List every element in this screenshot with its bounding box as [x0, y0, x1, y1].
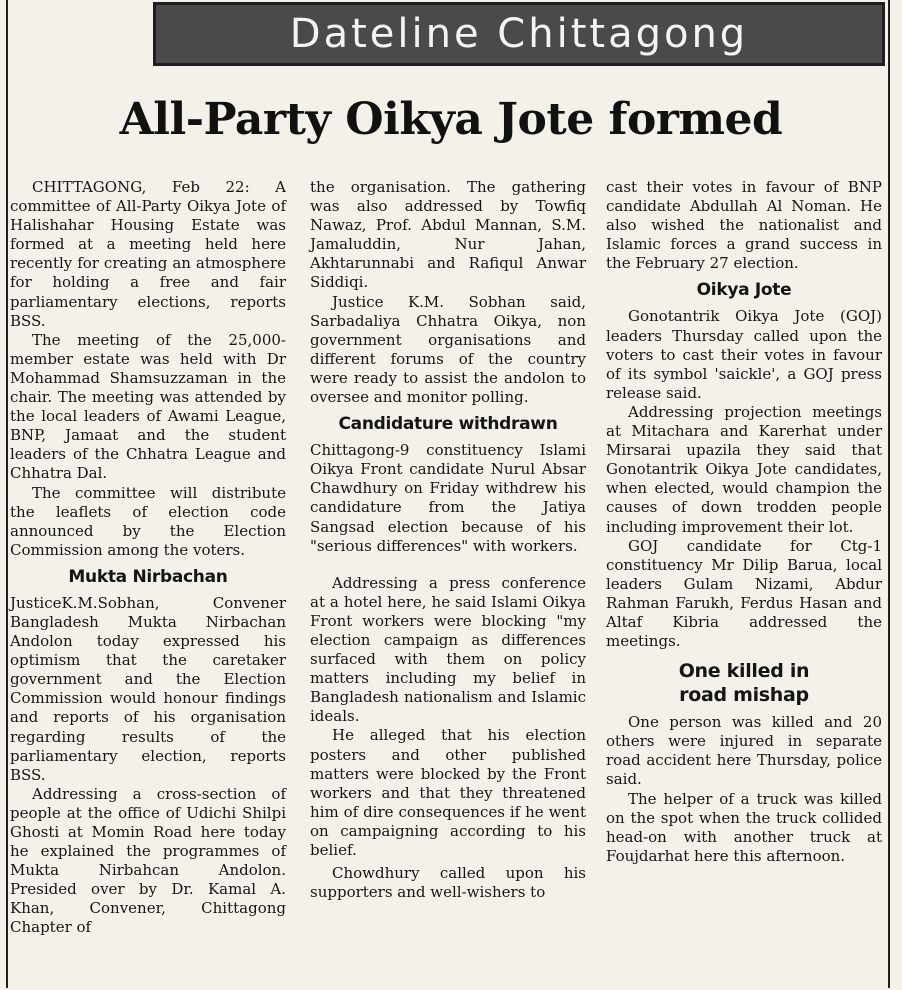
paragraph: the organisation. The gathering was also addressed by Towfiq Nawaz, Prof. Abdul Mannan, S.M. Jamaluddin, Nur Jahan, Akhtarunnabi and Rafiqul Anwar Siddiqi. — [310, 178, 586, 292]
paragraph: One person was killed and 20 others were injured in separate road accident here Thursday, police said. — [606, 713, 882, 789]
paragraph: GOJ candidate for Ctg-1 constituency Mr Dilip Barua, local leaders Gulam Nizami, Abdur Rahman Farukh, Ferdus Hasan and Altaf Kibria addressed the meetings. — [606, 536, 882, 651]
paragraph: cast their votes in favour of BNP candidate Abdullah Al Noman. He also wished the nationalist and Islamic forces a grand success in the February 27 election. — [606, 178, 882, 273]
subheading: Oikya Jote — [696, 280, 792, 301]
paragraph: Addressing a cross-section of people at the office of Udichi Shilpi Ghosti at Momin Road here today he explained the programmes of Mukta Nirbahcan Andolon. Presided over by Dr. Kamal A. Khan, Convener, Chittagong Chapter of — [10, 784, 286, 937]
paragraph: The meeting of the 25,000-member estate was held with Dr Mohammad Shamsuzzaman in the chair. The meeting was attended by the local leaders of Awami League, BNP, Jamaat and the student leaders of the Chhatra League and Chhatra Dal. — [10, 330, 286, 483]
paragraph: The helper of a truck was killed on the spot when the truck collided head-on with another truck at Foujdarhat here this afternoon. — [606, 789, 882, 865]
subheading: road mishap — [679, 684, 809, 707]
paragraph: Gonotantrik Oikya Jote (GOJ) leaders Thursday called upon the voters to cast their votes in favour of its symbol 'saickle', a GOJ press release said. — [606, 307, 882, 402]
subheading: Mukta Nirbachan — [68, 566, 228, 587]
paragraph: Chittagong-9 constituency Islami Oikya Front candidate Nurul Absar Chawdhury on Friday withdrew his candidature from the Jatiya Sangsad election because of his "serious differences" with workers. — [310, 441, 586, 555]
article-column-2 — [310, 178, 586, 902]
article-column-1 — [10, 178, 286, 938]
section-title: Dateline Chittagong — [289, 11, 749, 57]
section-banner — [153, 2, 885, 66]
paragraph: The committee will distribute the leaflets of election code announced by the Election Commission among the voters. — [10, 483, 286, 559]
paragraph: He alleged that his election posters and other published matters were blocked by the Front workers and that they threatened him of dire consequences if he went on campaigning according to his belief. — [310, 726, 586, 859]
paragraph: JusticeK.M.Sobhan, Convener Bangladesh Mukta Nirbachan Andolon today expressed his optimism that the caretaker government and the Election Commission would honour findings and reports of his organisation regarding results of the parliamentary election, reports BSS. — [10, 593, 286, 784]
paragraph: CHITTAGONG, Feb 22: A committee of All-Party Oikya Jote of Halishahar Housing Estate was formed at a meeting held here recently for creating an atmosphere for holding a free and fair parliamentary elections, reports BSS. — [10, 178, 286, 330]
paragraph: Addressing a press conference at a hotel here, he said Islami Oikya Front workers were blocking "my election campaign as differences surfaced with them on policy matters including my belief in Bangladesh nationalism and Islamic ideals. — [310, 573, 586, 726]
article-column-3 — [606, 178, 882, 866]
paragraph: Justice K.M. Sobhan said, Sarbadaliya Chhatra Oikya, non government organisations and different forums of the country were ready to assist the andolon to oversee and monitor polling. — [310, 292, 586, 407]
headline: All-Party Oikya Jote formed — [119, 94, 783, 145]
subheading: Candidature withdrawn — [338, 414, 558, 435]
paragraph: Chowdhury called upon his supporters and well-wishers to — [310, 864, 586, 902]
paragraph: Addressing projection meetings at Mitachara and Karerhat under Mirsarai upazila they said that Gonotantrik Oikya Jote candidates, when elected, would champion the causes of down trodden people including improvement their lot. — [606, 402, 882, 536]
subheading: One killed in — [678, 660, 810, 683]
